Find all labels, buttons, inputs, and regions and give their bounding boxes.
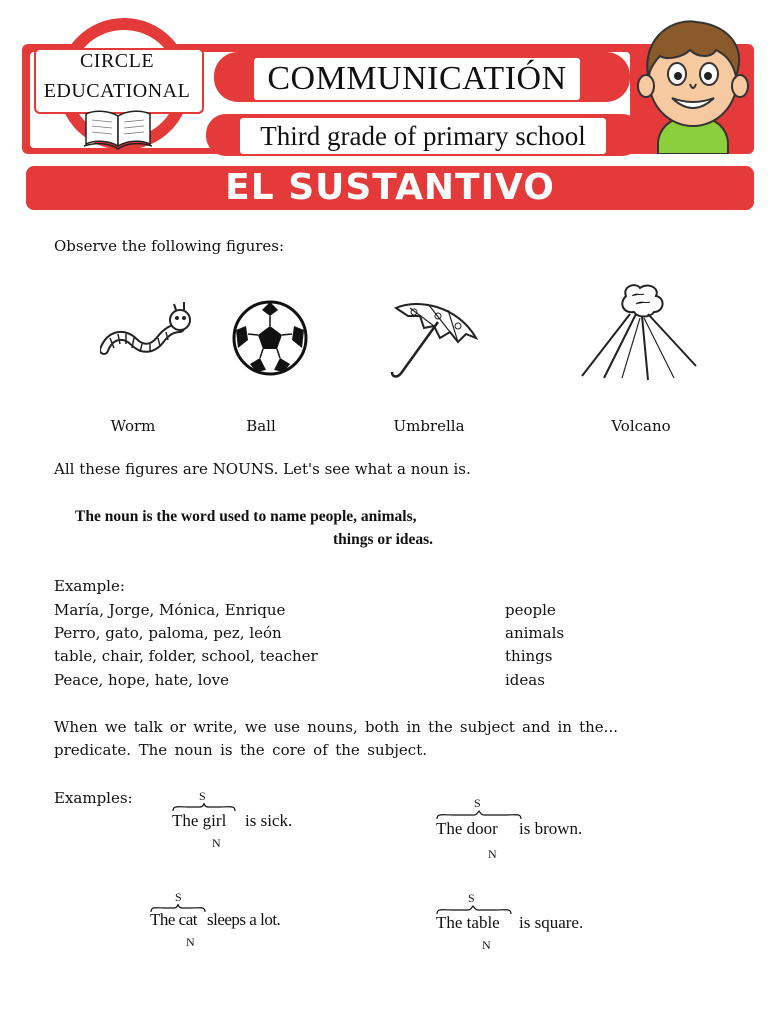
example-category-ideas: ideas [505, 671, 545, 689]
core-mark: N [212, 836, 221, 850]
sentence-subject: The door [436, 819, 498, 838]
logo-text-educational: EDUCATIONAL [43, 80, 191, 102]
subject-mark: S [474, 796, 481, 810]
example-item-things [54, 646, 318, 666]
example-item-animals [54, 623, 282, 643]
sentence-predicate: is brown. [519, 819, 583, 838]
usage-line-2: predicate. The noun is the core of the subject. [54, 741, 427, 759]
sentence-predicate: is sick. [245, 811, 293, 830]
nouns-note: All these figures are NOUNS. Let's see what a noun is. [54, 460, 471, 478]
definition-line-1: The noun is the word used to name people, animals, [75, 508, 417, 525]
subject-mark: S [175, 890, 182, 904]
sentence-subject: The girl [172, 811, 227, 830]
sentence-subject: The table [436, 913, 500, 932]
grade-subtitle: Third grade of primary school [260, 121, 586, 151]
subject-title: COMMUNICATIÓN [267, 60, 567, 97]
example-category-animals: animals [505, 624, 565, 642]
example-words: Peace, hope, hate, love [54, 671, 229, 689]
example-item-ideas [54, 670, 229, 690]
example-words: María, Jorge, Mónica, Enrique [54, 601, 286, 619]
sentence-predicate: sleeps a lot. [207, 910, 281, 929]
example-item-people [54, 600, 285, 620]
figure-label-umbrella: Umbrella [393, 417, 465, 435]
example-words: table, chair, folder, school, teacher [54, 647, 318, 665]
core-mark: N [488, 847, 497, 861]
ball-icon [230, 300, 310, 376]
subject-mark: S [199, 789, 206, 803]
example-label: Example: [54, 577, 125, 595]
figure-label-worm: Worm [110, 417, 156, 435]
definition-line-2: things or ideas. [333, 531, 434, 548]
volcano-icon [578, 282, 700, 382]
sentence-subject: The cat [150, 910, 197, 929]
sentence-predicate: is square. [519, 913, 584, 932]
example-words: Perro, gato, paloma, pez, león [54, 624, 282, 642]
example-category-people: people [505, 601, 556, 619]
open-book-icon [82, 108, 154, 150]
figure-label-volcano: Volcano [611, 417, 671, 435]
intro-text: Observe the following figures: [54, 237, 285, 255]
example-category-things: things [505, 647, 553, 665]
logo-text-circle: CIRCLE [79, 50, 155, 72]
worm-icon [100, 298, 192, 368]
subject-mark: S [468, 891, 475, 905]
examples-label: Examples: [54, 789, 133, 807]
figure-label-ball: Ball [246, 417, 276, 435]
usage-line-1: When we talk or write, we use nouns, both in the subject and in the... [54, 718, 618, 736]
core-mark: N [482, 938, 491, 952]
umbrella-icon [388, 298, 482, 382]
core-mark: N [186, 935, 195, 949]
smiling-boy-icon [632, 14, 754, 154]
page-title: EL SUSTANTIVO [225, 167, 555, 208]
